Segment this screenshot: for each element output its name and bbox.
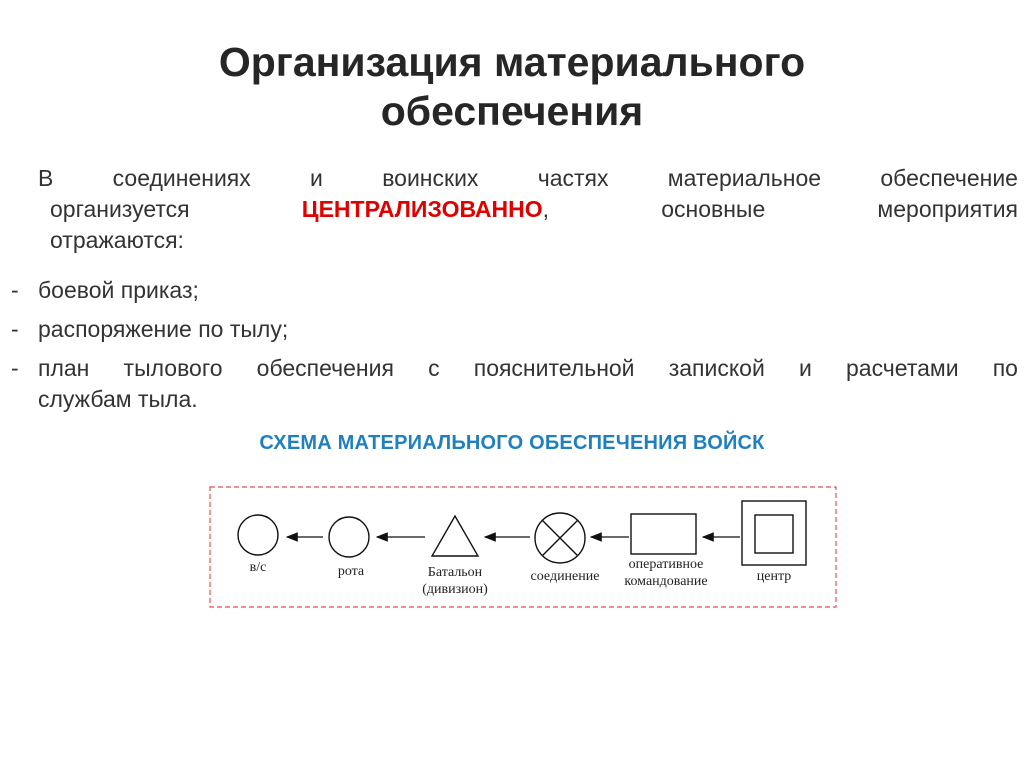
intro-word: обеспечение xyxy=(880,165,1018,191)
bullet-word: пояснительной xyxy=(473,355,635,381)
center-outer-square-icon xyxy=(742,501,806,565)
battalion-triangle-icon xyxy=(432,516,478,556)
company-circle-icon xyxy=(329,517,369,557)
intro-word: соединениях xyxy=(112,165,251,191)
intro-word: отражаются: xyxy=(50,227,184,253)
node-label-battalion-2: (дивизион) xyxy=(422,582,488,597)
intro-word: основные xyxy=(661,196,766,222)
bullet-word: тылового xyxy=(123,355,223,381)
node-label-centr: центр xyxy=(756,569,792,584)
node-label-soedinenie: соединение xyxy=(530,569,600,584)
node-label-battalion-1: Батальон xyxy=(427,565,483,580)
node-label-rota: рота xyxy=(337,564,365,579)
intro-word: мероприятия xyxy=(877,196,1018,222)
intro-word: В xyxy=(38,165,54,191)
intro-word: и xyxy=(310,165,323,191)
scheme-title: СХЕМА МАТЕРИАЛЬНОГО ОБЕСПЕЧЕНИЯ ВОЙСК xyxy=(259,432,765,454)
page-title-line-1: Организация материального xyxy=(218,39,806,85)
intro-word: материальное xyxy=(667,165,822,191)
bullet-text: распоряжение по тылу; xyxy=(38,316,289,342)
bullet-word: с xyxy=(428,355,440,381)
intro-word: частях xyxy=(537,165,609,191)
bullet-dash: - xyxy=(11,316,19,342)
bullet-word: план xyxy=(38,355,90,381)
bullet-text-continued: службам тыла. xyxy=(38,386,198,412)
centralized-accent: ЦЕНТРАЛИЗОВАННО xyxy=(301,196,543,222)
bullet-word: по xyxy=(992,355,1018,381)
operational-command-rect-icon xyxy=(631,514,696,554)
unit-circle-icon xyxy=(238,515,278,555)
bullet-text: боевой приказ; xyxy=(38,277,199,303)
bullet-word: расчетами xyxy=(845,355,959,381)
bullet-word: обеспечения xyxy=(256,355,394,381)
center-inner-square-icon xyxy=(755,515,793,553)
bullet-word: запиской xyxy=(668,355,765,381)
node-label-operativnoe-1: оперативное xyxy=(628,557,704,572)
bullet-word: и xyxy=(798,355,812,381)
intro-word: организуется xyxy=(50,196,190,222)
intro-word: воинских xyxy=(382,165,479,191)
bullet-dash: - xyxy=(11,355,19,381)
node-label-operativnoe-2: командование xyxy=(624,574,708,589)
node-label-vs: в/с xyxy=(249,560,267,575)
page-title-line-2: обеспечения xyxy=(380,88,644,134)
bullet-dash: - xyxy=(11,277,19,303)
intro-comma: , xyxy=(542,196,550,222)
